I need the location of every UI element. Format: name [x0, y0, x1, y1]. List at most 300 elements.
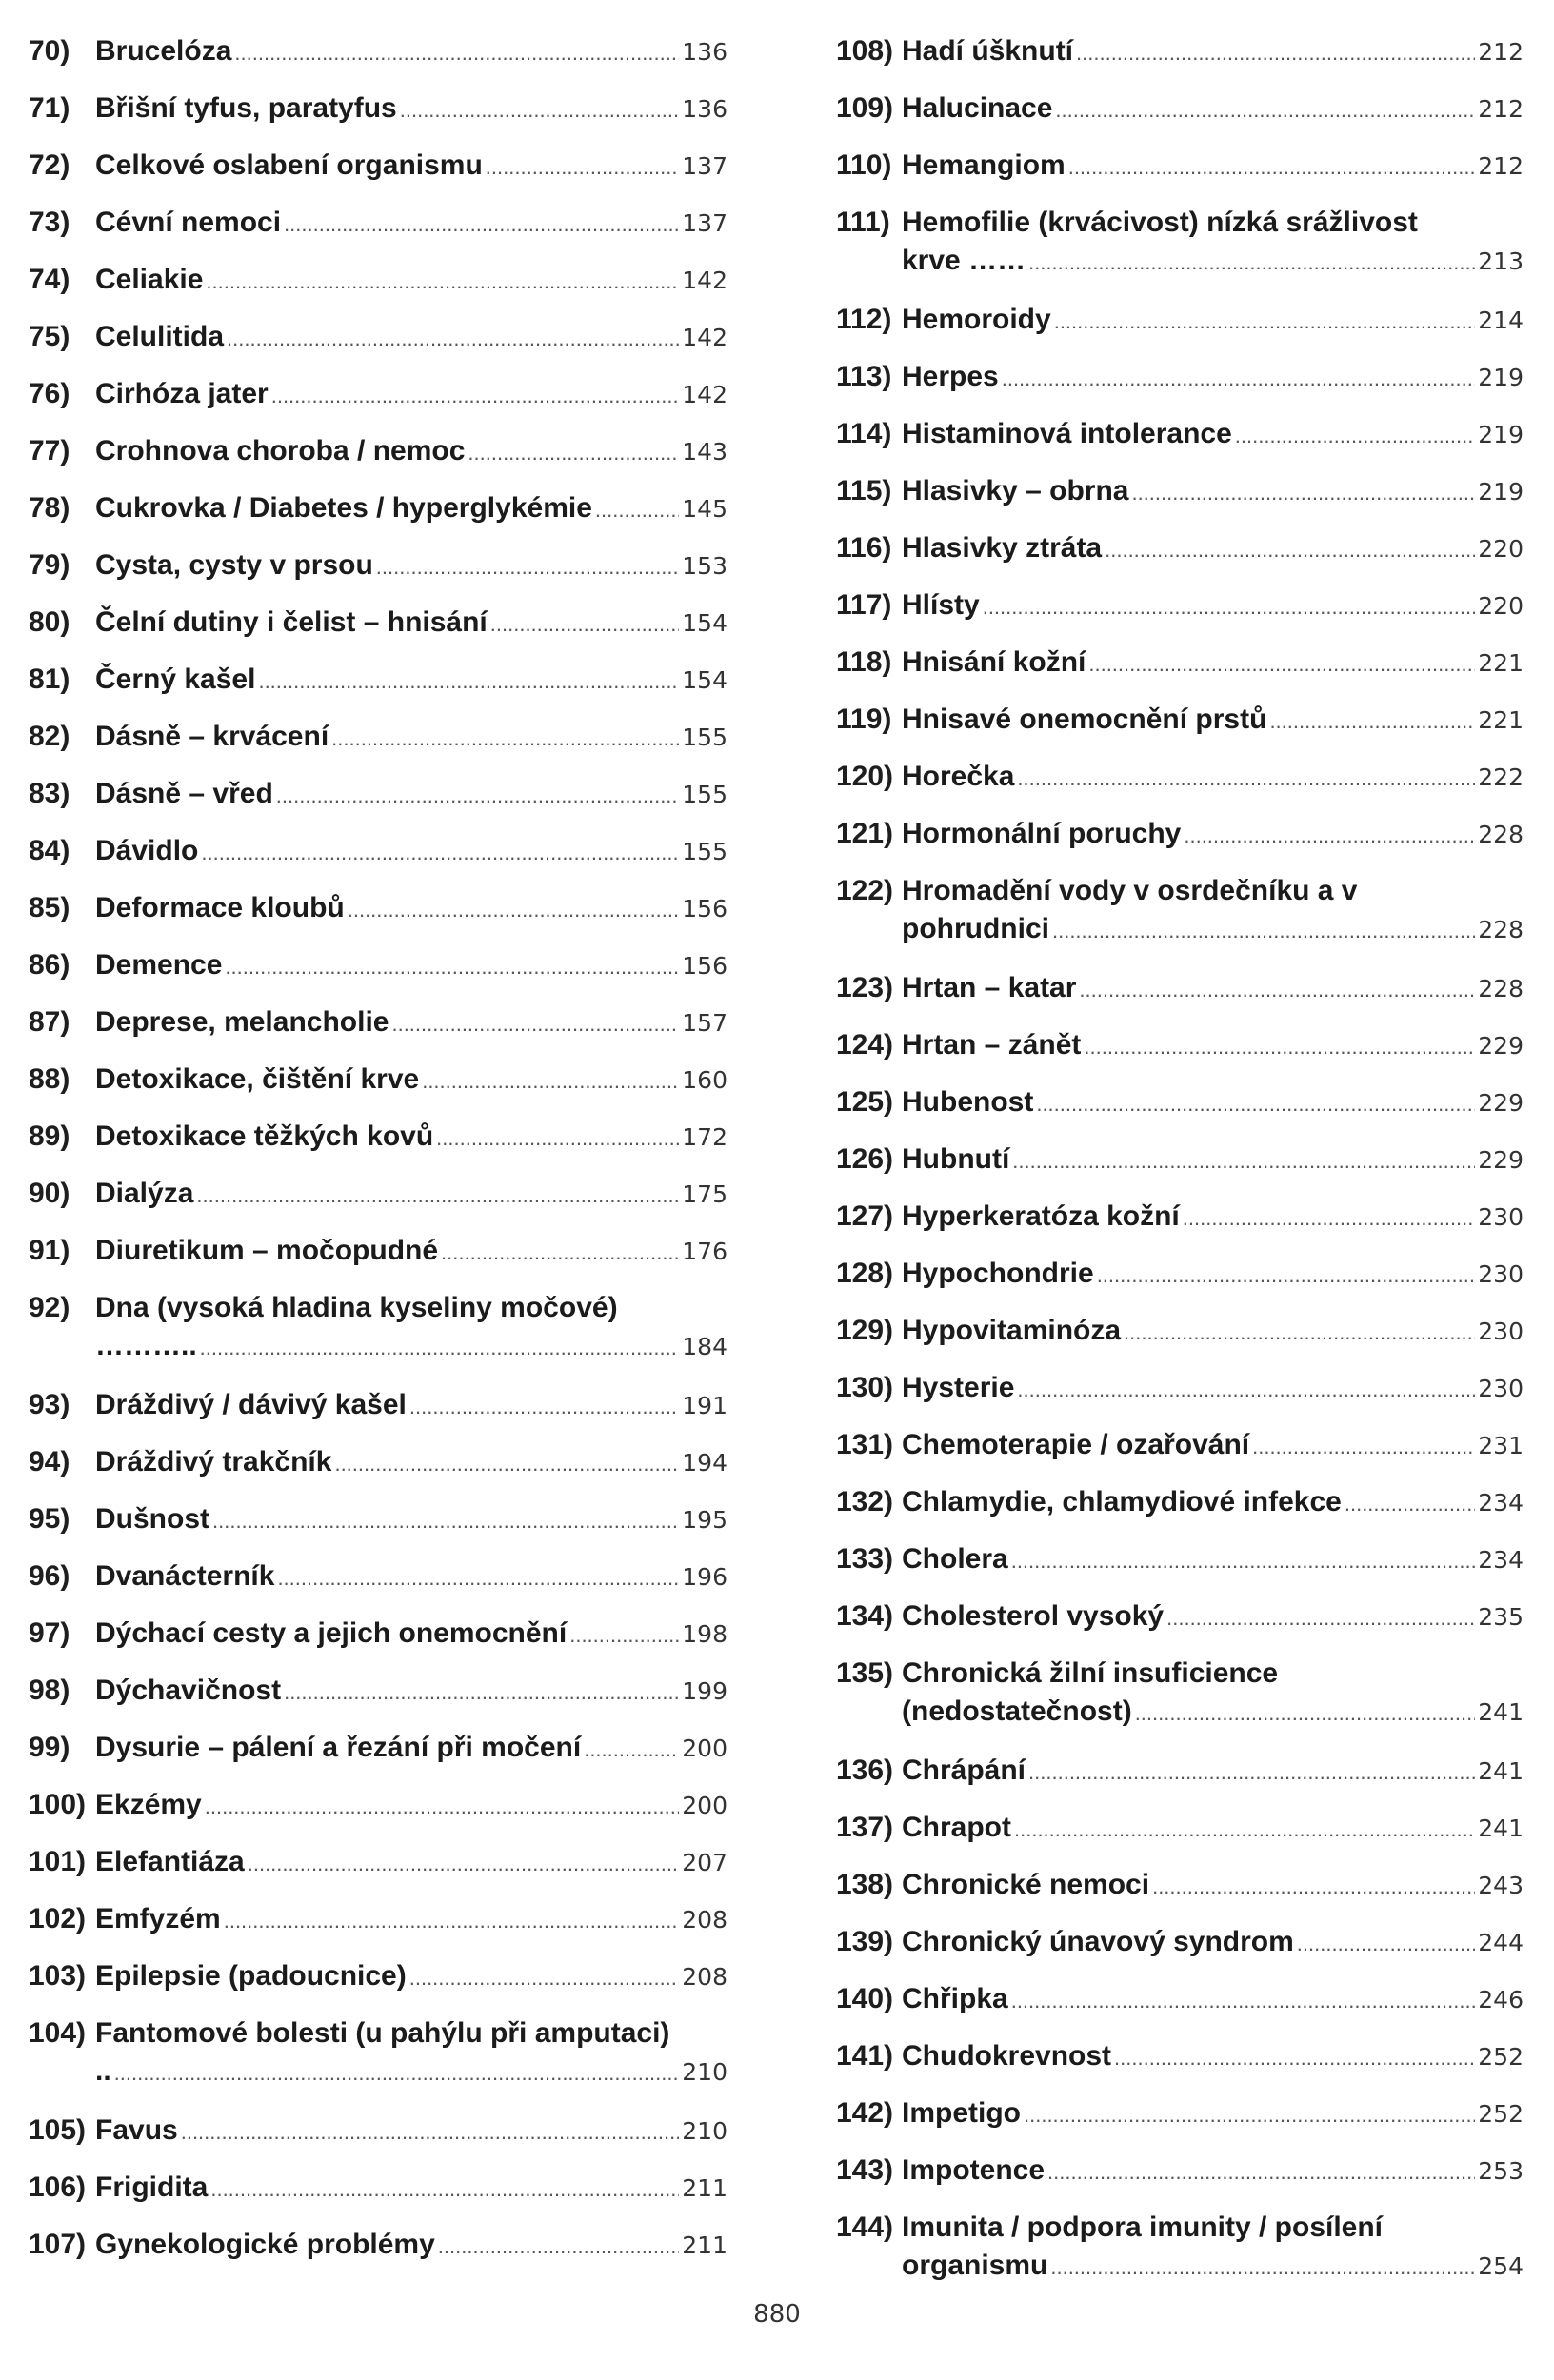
- entry-body: [95, 1175, 727, 1215]
- entry-title: Hnisání kožní: [902, 646, 1086, 678]
- toc-entry: [836, 644, 1524, 682]
- entry-title: Dráždivý trakčník: [95, 1446, 332, 1478]
- dot-leader: [1184, 817, 1475, 855]
- entry-body: [95, 318, 727, 358]
- entry-number: 75): [29, 321, 70, 352]
- entry-body: [95, 1232, 727, 1272]
- dot-leader: [1114, 2039, 1475, 2077]
- entry-title: Dialýza: [95, 1178, 194, 1209]
- entry-title: Hypovitaminóza: [902, 1315, 1122, 1346]
- entry-title: Histaminová intolerance: [902, 418, 1232, 449]
- toc-entry: [29, 2112, 727, 2150]
- entry-body: [902, 1752, 1524, 1792]
- entry-title: Dráždivý / dávivý kašel: [95, 1389, 407, 1420]
- toc-entry: [29, 775, 727, 813]
- entry-title: Hormonální poruchy: [902, 818, 1182, 849]
- entry-number: 79): [29, 549, 70, 581]
- entry-page-number: 229: [1478, 1032, 1524, 1060]
- entry-page-number: 207: [682, 1849, 727, 1876]
- entry-title: Hysterie: [902, 1372, 1015, 1403]
- entry-page-number: 210: [682, 2058, 727, 2086]
- entry-title: Hemangiom: [902, 149, 1066, 181]
- entry-title: Chřipka: [902, 1983, 1008, 2014]
- entry-title: Frigidita: [95, 2172, 209, 2203]
- toc-entry: [836, 147, 1524, 185]
- toc-entry: [836, 872, 1524, 950]
- entry-title: Černý kašel: [95, 664, 256, 695]
- entry-body: [902, 1426, 1524, 1466]
- entry-number: 104): [29, 2017, 87, 2049]
- entry-title: Dýchavičnost: [95, 1675, 282, 1706]
- toc-entry: [836, 1426, 1524, 1464]
- dot-leader: [983, 588, 1476, 626]
- entry-number: 127): [836, 1200, 894, 1232]
- entry-body: [902, 1866, 1524, 1906]
- entry-page-number: 142: [682, 381, 727, 408]
- entry-number: 87): [29, 1006, 70, 1038]
- entry-body: [95, 89, 727, 129]
- entry-number: 90): [29, 1178, 70, 1209]
- entry-title: Ekzémy: [95, 1789, 202, 1820]
- entry-number: 123): [836, 972, 894, 1003]
- entry-body: [902, 529, 1524, 569]
- entry-title: Hadí úšknutí: [902, 35, 1074, 67]
- entry-title: Detoxikace těžkých kovů: [95, 1121, 434, 1152]
- dot-leader: [1076, 34, 1475, 72]
- dot-leader: [1088, 645, 1475, 684]
- dot-leader: [206, 263, 679, 301]
- entry-number: 138): [836, 1869, 894, 1900]
- toc-entry: [29, 1557, 727, 1596]
- entry-title: Celiakie: [95, 264, 204, 295]
- toc-entry: [836, 1483, 1524, 1521]
- dot-leader: [1269, 703, 1475, 741]
- entry-page-number: 241: [1478, 1815, 1524, 1842]
- toc-entry: [29, 1386, 727, 1424]
- entry-title: Chronická žilní insuficience: [902, 1657, 1279, 1689]
- dot-leader: [201, 834, 679, 872]
- toc-entry: [836, 529, 1524, 567]
- entry-title-continuation: krve ……: [902, 245, 1026, 276]
- entry-page-number: 176: [682, 1238, 727, 1265]
- entry-body: [902, 1026, 1524, 1066]
- toc-entry: [29, 604, 727, 642]
- entry-title: Hemoroidy: [902, 304, 1051, 335]
- entry-title: Hromadění vody v osrdečníku a v: [902, 875, 1358, 906]
- entry-number: 118): [836, 646, 892, 678]
- dot-leader: [1084, 1028, 1475, 1066]
- entry-body: [95, 1500, 727, 1540]
- toc-entry: [29, 1118, 727, 1156]
- toc-entry: [29, 1900, 727, 1938]
- toc-entry: [29, 2169, 727, 2207]
- entry-body: [95, 1443, 727, 1483]
- entry-page-number: 254: [1478, 2252, 1524, 2280]
- entry-page-number: 219: [1478, 421, 1524, 448]
- toc-entry: [29, 889, 727, 927]
- entry-body: [902, 872, 1524, 950]
- entry-page-number: 153: [682, 552, 727, 580]
- toc-entry: [29, 1500, 727, 1538]
- entry-body: [95, 1615, 727, 1655]
- dot-leader: [224, 1902, 680, 1940]
- entry-number: 124): [836, 1029, 894, 1061]
- entry-body: [902, 1923, 1524, 1963]
- entry-title: Chudokrevnost: [902, 2040, 1112, 2072]
- entry-number: 119): [836, 704, 892, 735]
- dot-leader: [1002, 360, 1476, 398]
- entry-body: [902, 2209, 1524, 2287]
- entry-number: 95): [29, 1503, 70, 1535]
- toc-entry: [836, 2094, 1524, 2132]
- entry-body: [902, 358, 1524, 398]
- entry-number: 84): [29, 835, 70, 866]
- entry-page-number: 229: [1478, 1089, 1524, 1117]
- entry-title: Diuretikum – močopudné: [95, 1235, 439, 1266]
- entry-title: Hubenost: [902, 1086, 1034, 1118]
- entry-title: Elefantiáza: [95, 1846, 245, 1877]
- entry-page-number: 231: [1478, 1432, 1524, 1459]
- entry-page-number: 194: [682, 1449, 727, 1477]
- toc-entry: [29, 1843, 727, 1881]
- entry-number: 139): [836, 1926, 894, 1957]
- entry-number: 96): [29, 1560, 70, 1592]
- entry-body: [902, 1255, 1524, 1295]
- entry-body: [902, 1198, 1524, 1238]
- toc-entry: [836, 415, 1524, 453]
- toc-entry: [29, 946, 727, 984]
- entry-page-number: 196: [682, 1563, 727, 1591]
- toc-entry: [29, 432, 727, 470]
- entry-body: [95, 204, 727, 244]
- entry-number: 103): [29, 1960, 87, 1992]
- dot-leader: [114, 2054, 680, 2092]
- dot-leader: [1252, 1428, 1475, 1466]
- dot-leader: [409, 1959, 680, 1997]
- entry-number: 136): [836, 1755, 894, 1786]
- entry-page-number: 136: [682, 38, 727, 66]
- entry-number: 140): [836, 1983, 894, 2014]
- entry-title: Chrapot: [902, 1812, 1011, 1843]
- dot-leader: [1068, 149, 1476, 187]
- entry-body: [95, 604, 727, 644]
- entry-page-number: 244: [1478, 1929, 1524, 1956]
- toc-entry: [836, 1312, 1524, 1350]
- dot-leader: [334, 1445, 679, 1483]
- dot-leader: [1017, 1371, 1475, 1409]
- toc-entry: [29, 1061, 727, 1099]
- entry-body: [902, 472, 1524, 512]
- entry-body: [95, 2112, 727, 2152]
- toc-entry: [836, 701, 1524, 739]
- dot-leader: [1166, 1599, 1475, 1637]
- entry-body: [95, 661, 727, 701]
- toc-entry: [836, 1597, 1524, 1636]
- entry-page-number: 137: [682, 209, 727, 237]
- entry-body: [95, 2169, 727, 2209]
- entry-body: [95, 432, 727, 472]
- entry-page-number: 228: [1478, 916, 1524, 943]
- toc-entry: [836, 472, 1524, 510]
- entry-number: 74): [29, 264, 70, 295]
- entry-number: 121): [836, 818, 894, 849]
- entry-page-number: 241: [1478, 1757, 1524, 1785]
- entry-number: 108): [836, 35, 894, 67]
- dot-leader: [1097, 1257, 1476, 1295]
- entry-page-number: 234: [1478, 1489, 1524, 1517]
- dot-leader: [400, 91, 680, 129]
- entry-title: Gynekologické problémy: [95, 2229, 435, 2260]
- entry-title: Dásně – vřed: [95, 778, 273, 809]
- entry-number: 129): [836, 1315, 894, 1346]
- entry-page-number: 160: [682, 1066, 727, 1094]
- entry-body: [902, 147, 1524, 187]
- entry-title: Chrápání: [902, 1755, 1026, 1786]
- toc-entry: [836, 1140, 1524, 1179]
- entry-body: [902, 815, 1524, 855]
- entry-body: [95, 2014, 727, 2092]
- toc-entry: [29, 1615, 727, 1653]
- entry-title: Hyperkeratóza kožní: [902, 1200, 1180, 1232]
- entry-number: 143): [836, 2154, 894, 2186]
- entry-title-continuation: (nedostatečnost): [902, 1696, 1132, 1727]
- entry-page-number: 241: [1478, 1698, 1524, 1726]
- toc-entry: [29, 718, 727, 756]
- entry-title-continuation: organismu: [902, 2250, 1048, 2281]
- dot-leader: [1028, 244, 1475, 282]
- entry-number: 71): [29, 92, 70, 124]
- entry-title: Cirhóza jater: [95, 378, 269, 409]
- entry-body: [95, 775, 727, 815]
- toc-entry: [29, 1443, 727, 1481]
- entry-page-number: 200: [682, 1792, 727, 1819]
- entry-page-number: 143: [682, 438, 727, 466]
- entry-title: Dásně – krvácení: [95, 721, 329, 752]
- entry-number: 133): [836, 1543, 894, 1575]
- entry-number: 80): [29, 606, 70, 638]
- toc-entry: [29, 489, 727, 527]
- dot-leader: [584, 1731, 679, 1769]
- dot-leader: [271, 377, 680, 415]
- dot-leader: [1079, 971, 1475, 1009]
- entry-page-number: 210: [682, 2117, 727, 2145]
- entry-body: [95, 261, 727, 301]
- entry-title: Crohnova choroba / nemoc: [95, 435, 466, 466]
- entry-page-number: 230: [1478, 1203, 1524, 1231]
- entry-page-number: 246: [1478, 1986, 1524, 2013]
- toc-entry: [836, 815, 1524, 853]
- entry-title: Hlasivky – obrna: [902, 475, 1129, 506]
- entry-number: 126): [836, 1143, 894, 1175]
- toc-entry: [836, 1540, 1524, 1578]
- entry-number: 109): [836, 92, 894, 124]
- entry-title-continuation: ..: [95, 2055, 111, 2087]
- entry-page-number: 252: [1478, 2100, 1524, 2128]
- entry-title: Cholera: [902, 1543, 1008, 1575]
- dot-leader: [1017, 760, 1475, 798]
- entry-number: 141): [836, 2040, 894, 2072]
- entry-title: Dysurie – pálení a řezání při močení: [95, 1732, 582, 1763]
- dot-leader: [1014, 1811, 1475, 1849]
- entry-body: [902, 1483, 1524, 1523]
- dot-leader: [1297, 1925, 1475, 1963]
- dot-leader: [1012, 1142, 1475, 1180]
- entry-number: 101): [29, 1846, 87, 1877]
- entry-page-number: 253: [1478, 2157, 1524, 2185]
- entry-title: Dýchací cesty a jejich onemocnění: [95, 1617, 568, 1649]
- dot-leader: [1036, 1085, 1475, 1123]
- entry-body: [902, 586, 1524, 626]
- entry-number: 78): [29, 492, 70, 524]
- toc-entry: [836, 1809, 1524, 1847]
- dot-leader: [486, 149, 679, 187]
- dot-leader: [1345, 1485, 1475, 1523]
- entry-page-number: 172: [682, 1123, 727, 1151]
- entry-body: [902, 1312, 1524, 1352]
- entry-number: 117): [836, 589, 892, 621]
- toc-entry: [836, 2152, 1524, 2190]
- entry-page-number: 175: [682, 1180, 727, 1208]
- entry-body: [902, 301, 1524, 341]
- dot-leader: [200, 1329, 680, 1367]
- entry-title: Impetigo: [902, 2097, 1021, 2129]
- entry-body: [95, 1672, 727, 1712]
- dot-leader: [348, 891, 680, 929]
- entry-body: [902, 89, 1524, 129]
- entry-number: 113): [836, 361, 892, 392]
- entry-number: 112): [836, 304, 892, 335]
- entry-title: Horečka: [902, 761, 1015, 792]
- entry-number: 91): [29, 1235, 70, 1266]
- entry-body: [902, 644, 1524, 684]
- entry-body: [95, 1957, 727, 1997]
- entry-page-number: 220: [1478, 535, 1524, 563]
- toc-entry: [836, 1655, 1524, 1733]
- entry-body: [902, 969, 1524, 1009]
- entry-body: [95, 1289, 727, 1367]
- dot-leader: [1028, 1754, 1475, 1792]
- entry-number: 89): [29, 1121, 70, 1152]
- entry-title: Favus: [95, 2114, 178, 2146]
- entry-body: [95, 889, 727, 929]
- dot-leader: [376, 548, 679, 586]
- entry-number: 114): [836, 418, 892, 449]
- entry-body: [95, 1900, 727, 1940]
- entry-number: 137): [836, 1812, 894, 1843]
- dot-leader: [1131, 474, 1475, 512]
- entry-title: Demence: [95, 949, 223, 981]
- entry-title: Dvanácterník: [95, 1560, 275, 1592]
- entry-page-number: 200: [682, 1735, 727, 1762]
- entry-title: Hrtan – zánět: [902, 1029, 1082, 1061]
- dot-leader: [248, 1845, 680, 1883]
- dot-leader: [210, 2171, 679, 2209]
- entry-body: [95, 1843, 727, 1883]
- entry-number: 97): [29, 1617, 70, 1649]
- dot-leader: [1011, 1982, 1476, 2020]
- entry-page-number: 137: [682, 152, 727, 180]
- entry-page-number: 199: [682, 1677, 727, 1705]
- entry-page-number: 156: [682, 895, 727, 922]
- entry-number: 88): [29, 1063, 70, 1095]
- entry-title: Deformace kloubů: [95, 892, 345, 923]
- entry-page-number: 230: [1478, 1375, 1524, 1402]
- entry-body: [95, 489, 727, 529]
- entry-title: Imunita / podpora imunity / posílení: [902, 2211, 1384, 2243]
- entry-title-continuation: ………..: [95, 1330, 197, 1361]
- entry-title: Chronické nemoci: [902, 1869, 1150, 1900]
- entry-body: [902, 1597, 1524, 1637]
- entry-body: [95, 718, 727, 758]
- entry-title: Halucinace: [902, 92, 1053, 124]
- entry-page-number: 230: [1478, 1318, 1524, 1345]
- entry-page-number: 228: [1478, 975, 1524, 1002]
- entry-number: 122): [836, 875, 894, 906]
- entry-number: 85): [29, 892, 70, 923]
- entry-page-number: 212: [1478, 152, 1524, 180]
- toc-entry: [29, 32, 727, 70]
- entry-number: 76): [29, 378, 70, 409]
- entry-number: 77): [29, 435, 70, 466]
- entry-page-number: 235: [1478, 1603, 1524, 1631]
- dot-leader: [569, 1616, 679, 1655]
- entry-body: [902, 1369, 1524, 1409]
- dot-leader: [391, 1005, 679, 1043]
- entry-page-number: 156: [682, 952, 727, 980]
- entry-number: 72): [29, 149, 70, 181]
- toc-entry: [836, 89, 1524, 128]
- toc-entry: [836, 1923, 1524, 1961]
- dot-leader: [225, 948, 679, 986]
- entry-title: Celulitida: [95, 321, 225, 352]
- dot-leader: [1054, 303, 1476, 341]
- entry-body: [95, 1786, 727, 1826]
- dot-leader: [490, 605, 680, 644]
- entry-title-continuation: pohrudnici: [902, 913, 1049, 944]
- dot-leader: [212, 1502, 679, 1540]
- entry-body: [902, 2094, 1524, 2134]
- toc-entry: [836, 1198, 1524, 1236]
- entry-page-number: 234: [1478, 1546, 1524, 1574]
- entry-number: 128): [836, 1258, 894, 1289]
- toc-entry: [836, 301, 1524, 339]
- toc-entry: [29, 1175, 727, 1213]
- entry-page-number: 208: [682, 1963, 727, 1991]
- dot-leader: [181, 2113, 680, 2152]
- dot-leader: [1050, 2249, 1475, 2287]
- entry-title: Dna (vysoká hladina kyseliny močové): [95, 1292, 618, 1323]
- entry-page-number: 212: [1478, 38, 1524, 66]
- entry-page-number: 155: [682, 781, 727, 808]
- toc-entry: [29, 546, 727, 585]
- entry-body: [902, 204, 1524, 282]
- toc-right-column: [836, 32, 1524, 2306]
- toc-entry: [29, 1003, 727, 1041]
- entry-page-number: 211: [682, 2174, 727, 2202]
- dot-leader: [277, 1559, 679, 1597]
- dot-leader: [276, 777, 680, 815]
- entry-body: [902, 415, 1524, 455]
- entry-title: Čelní dutiny i čelist – hnisání: [95, 606, 488, 638]
- entry-body: [902, 1809, 1524, 1849]
- entry-number: 100): [29, 1789, 87, 1820]
- dot-leader: [1024, 2096, 1475, 2134]
- entry-number: 102): [29, 1903, 87, 1934]
- entry-title: Chlamydie, chlamydiové infekce: [902, 1486, 1342, 1517]
- entry-title: Chronický únavový syndrom: [902, 1926, 1294, 1957]
- entry-body: [95, 832, 727, 872]
- entry-page-number: 252: [1478, 2043, 1524, 2071]
